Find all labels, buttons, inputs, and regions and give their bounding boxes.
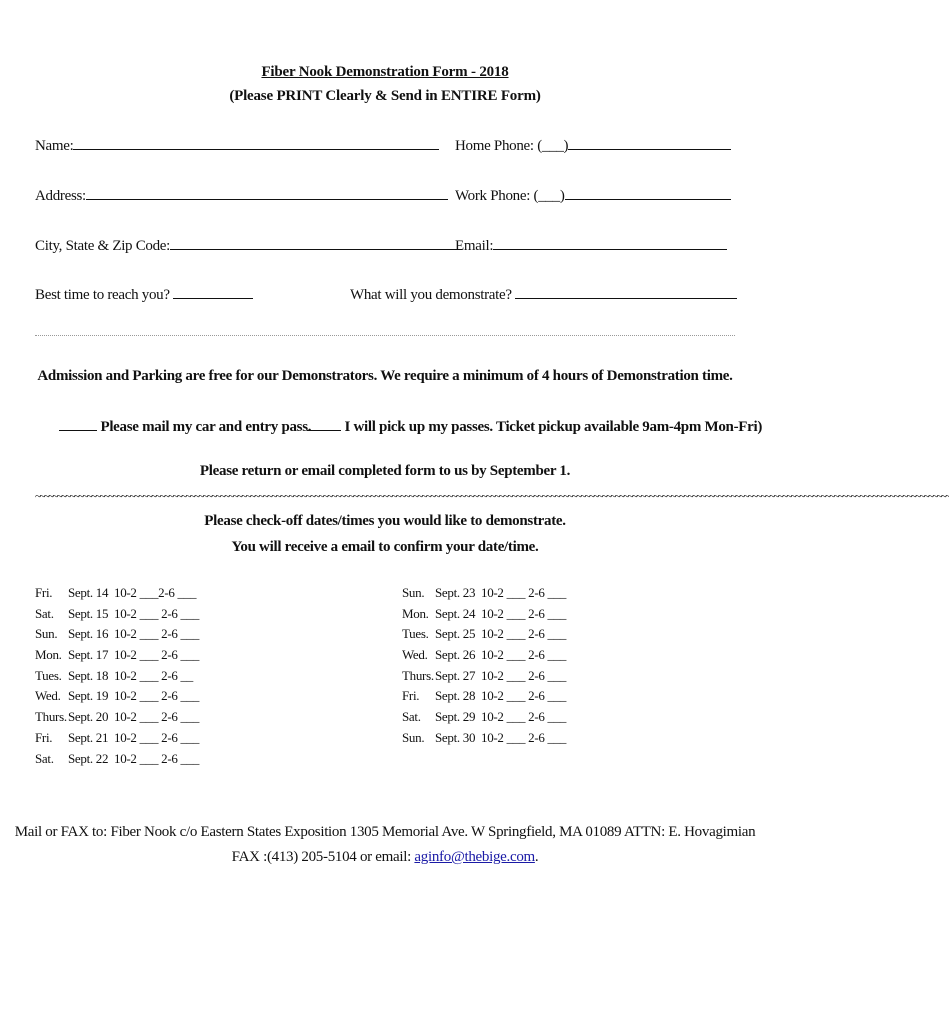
pickup-label: I will pick up my passes. Ticket pickup available 9am-4pm Mon-Fri) bbox=[344, 419, 763, 435]
home-phone-label: Home Phone: (___) bbox=[455, 138, 569, 154]
schedule-date: Sept. 20 bbox=[68, 709, 109, 725]
demonstrate-field[interactable] bbox=[350, 286, 737, 304]
schedule-date: Sept. 17 bbox=[68, 647, 109, 663]
return-note: Please return or email completed form to us by September 1. bbox=[199, 463, 571, 479]
name-line[interactable] bbox=[73, 137, 439, 150]
schedule-row[interactable] bbox=[35, 647, 200, 668]
name-field[interactable] bbox=[35, 137, 439, 155]
home-phone-field[interactable] bbox=[455, 137, 731, 155]
best-time-label: Best time to reach you? bbox=[35, 287, 170, 303]
email-link[interactable]: aginfo@thebige.com bbox=[414, 849, 535, 865]
city-state-zip-label: City, State & Zip Code: bbox=[35, 238, 171, 254]
demonstrate-label: What will you demonstrate? bbox=[350, 287, 512, 303]
schedule-date: Sept. 19 bbox=[68, 688, 109, 704]
confirm-note: You will receive a email to confirm your date/time. bbox=[231, 539, 539, 555]
schedule-row[interactable] bbox=[402, 729, 567, 751]
schedule-slots[interactable]: 10-2 ___ 2-6 ___ bbox=[481, 688, 567, 704]
mail-pass-blank[interactable] bbox=[59, 418, 97, 431]
schedule-slots[interactable]: 10-2 ___ 2-6 ___ bbox=[114, 729, 200, 745]
fax-prefix: FAX :(413) 205-5104 or email: bbox=[231, 849, 415, 865]
schedule-day: Tues. bbox=[35, 667, 62, 683]
schedule-date: Sept. 16 bbox=[68, 626, 109, 642]
schedule-slots[interactable]: 10-2 ___ 2-6 ___ bbox=[114, 605, 200, 621]
schedule-slots[interactable]: 10-2 ___ 2-6 ___ bbox=[114, 688, 200, 704]
schedule-day: Fri. bbox=[35, 585, 53, 600]
schedule-slots[interactable]: 10-2 ___ 2-6 ___ bbox=[481, 667, 567, 683]
schedule-day: Thurs. bbox=[35, 709, 67, 725]
schedule-row[interactable] bbox=[35, 626, 200, 647]
schedule-date: Sept. 24 bbox=[435, 605, 476, 621]
city-state-zip-field[interactable] bbox=[35, 237, 462, 255]
schedule-day: Sat. bbox=[402, 709, 421, 725]
schedule-date: Sept. 21 bbox=[68, 729, 109, 745]
schedule-slots[interactable]: 10-2 ___ 2-6 ___ bbox=[114, 626, 200, 642]
schedule-row[interactable] bbox=[35, 605, 200, 627]
schedule-day: Thurs. bbox=[402, 667, 434, 683]
schedule-day: Mon. bbox=[35, 647, 62, 663]
schedule-date: Sept. 27 bbox=[435, 667, 476, 683]
schedule-slots[interactable]: 10-2 ___ 2-6 ___ bbox=[481, 605, 567, 621]
schedule-row[interactable] bbox=[402, 605, 567, 627]
schedule-slots[interactable]: 10-2 ___ 2-6 ___ bbox=[114, 750, 200, 766]
fax-email-line bbox=[0, 849, 770, 866]
schedule-date: Sept. 29 bbox=[435, 709, 476, 725]
schedule-date: Sept. 25 bbox=[435, 626, 476, 642]
schedule-day: Wed. bbox=[402, 647, 428, 663]
dotted-divider bbox=[35, 335, 735, 336]
schedule-row[interactable] bbox=[35, 729, 200, 751]
mail-pass-label: Please mail my car and entry pass. bbox=[100, 419, 312, 435]
fax-suffix: . bbox=[534, 849, 539, 865]
best-time-field[interactable] bbox=[35, 286, 253, 304]
address-field[interactable] bbox=[35, 187, 448, 205]
schedule-right bbox=[402, 585, 567, 751]
schedule-slots[interactable]: 10-2 ___ 2-6 __ bbox=[114, 667, 193, 683]
form-title: Fiber Nook Demonstration Form - 2018 bbox=[261, 64, 509, 80]
home-phone-line[interactable] bbox=[568, 137, 731, 150]
schedule-day: Wed. bbox=[35, 688, 61, 704]
schedule-slots[interactable]: 10-2 ___ 2-6 ___ bbox=[114, 647, 200, 663]
email-field[interactable] bbox=[455, 237, 727, 255]
schedule-row[interactable] bbox=[402, 626, 567, 647]
tilde-divider: ~~~~~~~~~~~~~~~~~~~~~~~~~~~~~~~~~~~~~~~~~~~~~~~~~~~~~~~~~~~~~~~~~~~~~~~~~~~~~~~~~~~~~~~~~~~~~~~~~~~~~~~~~~~~~~~~~~~~~~~~~~~~~~~~~~~~~~~~~~~~~~~~~~~~~~~~~~~~~~~~~~~~~~~~~~~~~~~~~~~~~~~~~~~~~~~~~~~~~~~~~~~~~~~~~~~~~ bbox=[35, 489, 949, 503]
schedule-day: Sat. bbox=[35, 750, 54, 766]
schedule-slots[interactable]: 10-2 ___ 2-6 ___ bbox=[481, 585, 567, 600]
schedule-row[interactable] bbox=[35, 585, 197, 606]
schedule-day: Fri. bbox=[35, 729, 53, 745]
checkoff-note: Please check-off dates/times you would like to demonstrate. bbox=[204, 513, 566, 529]
pickup-option[interactable] bbox=[307, 418, 762, 436]
address-line[interactable] bbox=[86, 187, 448, 200]
work-phone-field[interactable] bbox=[455, 187, 731, 205]
schedule-slots[interactable]: 10-2 ___ 2-6 ___ bbox=[114, 709, 200, 725]
form-subtitle: (Please PRINT Clearly & Send in ENTIRE Form) bbox=[229, 88, 541, 104]
best-time-line[interactable] bbox=[173, 286, 253, 299]
schedule-left bbox=[35, 585, 200, 771]
schedule-date: Sept. 22 bbox=[68, 750, 109, 766]
schedule-slots[interactable]: 10-2 ___ 2-6 ___ bbox=[481, 647, 567, 663]
schedule-row[interactable] bbox=[402, 688, 567, 709]
schedule-slots[interactable]: 10-2 ___ 2-6 ___ bbox=[481, 709, 567, 725]
pickup-blank[interactable] bbox=[307, 418, 341, 431]
schedule-date: Sept. 14 bbox=[68, 585, 109, 600]
schedule-date: Sept. 26 bbox=[435, 647, 476, 663]
work-phone-label: Work Phone: (___) bbox=[455, 188, 565, 204]
address-label: Address: bbox=[35, 188, 86, 204]
schedule-day: Mon. bbox=[402, 605, 429, 621]
admission-note: Admission and Parking are free for our Demonstrators. We require a minimum of 4 hours of Demonstration time. bbox=[37, 368, 733, 384]
schedule-row[interactable] bbox=[402, 709, 567, 730]
schedule-date: Sept. 18 bbox=[68, 667, 109, 683]
mail-fax-line: Mail or FAX to: Fiber Nook c/o Eastern States Exposition 1305 Memorial Ave. W Springfield, MA 01089 ATTN: E. Hovagimian bbox=[14, 824, 756, 840]
schedule-row[interactable] bbox=[402, 647, 567, 668]
schedule-date: Sept. 15 bbox=[68, 605, 109, 621]
schedule-row[interactable] bbox=[402, 585, 567, 606]
email-line[interactable] bbox=[493, 237, 727, 250]
schedule-date: Sept. 30 bbox=[435, 729, 476, 745]
schedule-row[interactable] bbox=[35, 750, 200, 772]
schedule-slots[interactable]: 10-2 ___ 2-6 ___ bbox=[481, 729, 567, 745]
schedule-row[interactable] bbox=[35, 668, 194, 689]
schedule-date: Sept. 28 bbox=[435, 688, 476, 704]
schedule-date: Sept. 23 bbox=[435, 585, 476, 600]
schedule-day: Sun. bbox=[402, 729, 425, 745]
schedule-row[interactable] bbox=[35, 709, 200, 730]
mail-pass-option[interactable] bbox=[59, 418, 311, 436]
schedule-slots[interactable]: 10-2 ___2-6 ___ bbox=[114, 585, 197, 600]
schedule-day: Sun. bbox=[402, 585, 425, 600]
schedule-row[interactable] bbox=[402, 667, 567, 689]
schedule-day: Sun. bbox=[35, 626, 58, 642]
schedule-day: Tues. bbox=[402, 626, 429, 642]
demonstrate-line[interactable] bbox=[515, 286, 737, 299]
email-label: Email: bbox=[455, 238, 494, 254]
city-state-zip-line[interactable] bbox=[170, 237, 462, 250]
schedule-slots[interactable]: 10-2 ___ 2-6 ___ bbox=[481, 626, 567, 642]
work-phone-line[interactable] bbox=[565, 187, 731, 200]
schedule-day: Sat. bbox=[35, 605, 54, 621]
schedule-row[interactable] bbox=[35, 688, 200, 709]
schedule-day: Fri. bbox=[402, 688, 420, 704]
name-label: Name: bbox=[35, 138, 74, 154]
